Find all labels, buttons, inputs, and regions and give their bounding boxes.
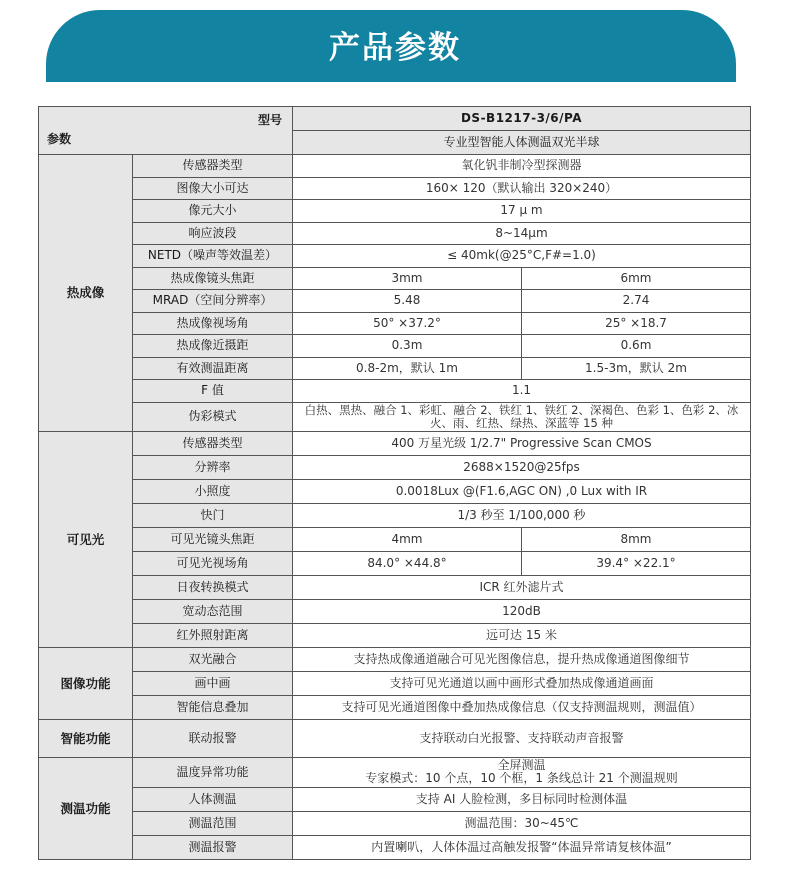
table-row bbox=[39, 787, 751, 811]
table-row bbox=[39, 455, 751, 479]
table-row bbox=[39, 599, 751, 623]
table-row bbox=[39, 222, 751, 245]
table-row bbox=[39, 335, 751, 358]
row-label: 像元大小 bbox=[133, 200, 293, 223]
row-value-right: 1.5-3m，默认 2m bbox=[522, 357, 751, 380]
row-value-left: 0.3m bbox=[293, 335, 522, 358]
row-label: 日夜转换模式 bbox=[133, 575, 293, 599]
row-label: 测温报警 bbox=[133, 835, 293, 859]
row-value-right: 2.74 bbox=[522, 290, 751, 313]
row-label: 双光融合 bbox=[133, 647, 293, 671]
row-value-left: 0.8-2m，默认 1m bbox=[293, 357, 522, 380]
table-row bbox=[39, 835, 751, 859]
row-value: 内置喇叭，人体体温过高触发报警“体温异常请复核体温” bbox=[293, 835, 751, 859]
table-row bbox=[39, 551, 751, 575]
row-value: 400 万星光级 1/2.7" Progressive Scan CMOS bbox=[293, 431, 751, 455]
model-header-label: 型号 bbox=[257, 113, 282, 127]
row-value: ICR 红外滤片式 bbox=[293, 575, 751, 599]
row-label: 可见光镜头焦距 bbox=[133, 527, 293, 551]
table-row bbox=[39, 107, 751, 131]
row-label: 小照度 bbox=[133, 479, 293, 503]
row-value: 支持可见光通道图像中叠加热成像信息（仅支持测温规则，测温值） bbox=[293, 695, 751, 719]
group-thermal: 热成像 bbox=[39, 155, 133, 432]
row-label: 响应波段 bbox=[133, 222, 293, 245]
row-value: 160× 120（默认输出 320×240） bbox=[293, 177, 751, 200]
row-value: 0.0018Lux @(F1.6,AGC ON) ,0 Lux with IR bbox=[293, 479, 751, 503]
table-row bbox=[39, 623, 751, 647]
row-value-line: 专家模式：10 个点，10 个框，1 条线总计 21 个测温规则 bbox=[365, 771, 678, 785]
row-label: 温度异常功能 bbox=[133, 757, 293, 787]
row-value: 8~14μm bbox=[293, 222, 751, 245]
row-value: 支持 AI 人脸检测，多目标同时检测体温 bbox=[293, 787, 751, 811]
row-value-right: 0.6m bbox=[522, 335, 751, 358]
group-image: 图像功能 bbox=[39, 647, 133, 719]
table-row bbox=[39, 177, 751, 200]
row-label: 红外照射距离 bbox=[133, 623, 293, 647]
table-row bbox=[39, 527, 751, 551]
row-value: 17 μ m bbox=[293, 200, 751, 223]
row-value: 远可达 15 米 bbox=[293, 623, 751, 647]
row-value-right: 8mm bbox=[522, 527, 751, 551]
table-row bbox=[39, 431, 751, 455]
row-value: 1/3 秒至 1/100,000 秒 bbox=[293, 503, 751, 527]
table-row bbox=[39, 155, 751, 178]
table-row bbox=[39, 719, 751, 757]
row-value bbox=[293, 757, 751, 787]
table-row bbox=[39, 402, 751, 431]
table-row bbox=[39, 503, 751, 527]
page-title: 产品参数 bbox=[329, 30, 461, 66]
row-label: NETD（噪声等效温差） bbox=[133, 245, 293, 268]
table-row bbox=[39, 245, 751, 268]
row-value: 支持联动白光报警、支持联动声音报警 bbox=[293, 719, 751, 757]
row-value: 支持热成像通道融合可见光图像信息，提升热成像通道图像细节 bbox=[293, 647, 751, 671]
row-label: 传感器类型 bbox=[133, 155, 293, 178]
row-value: 白热、黑热、融合 1、彩虹、融合 2、铁红 1、铁红 2、深褐色、色彩 1、色彩 2、冰火、雨、红热、绿热、深蓝等 15 种 bbox=[293, 402, 751, 431]
table-row bbox=[39, 267, 751, 290]
table-row bbox=[39, 671, 751, 695]
row-label: F 值 bbox=[133, 380, 293, 403]
group-temp: 测温功能 bbox=[39, 757, 133, 859]
table-row bbox=[39, 811, 751, 835]
row-label: 智能信息叠加 bbox=[133, 695, 293, 719]
table-row bbox=[39, 357, 751, 380]
row-label: 联动报警 bbox=[133, 719, 293, 757]
table-row bbox=[39, 312, 751, 335]
row-value-left: 50° ×37.2° bbox=[293, 312, 522, 335]
row-label: 分辨率 bbox=[133, 455, 293, 479]
row-value-line: 全屏测温 bbox=[497, 758, 546, 772]
header-corner-cell bbox=[39, 107, 293, 155]
table-row bbox=[39, 200, 751, 223]
row-label: 热成像近摄距 bbox=[133, 335, 293, 358]
row-label: 人体测温 bbox=[133, 787, 293, 811]
product-subtitle: 专业型智能人体测温双光半球 bbox=[293, 131, 751, 155]
row-value-right: 6mm bbox=[522, 267, 751, 290]
model-number: DS-B1217-3/6/PA bbox=[293, 107, 751, 131]
spec-table bbox=[38, 106, 751, 860]
row-value-left: 4mm bbox=[293, 527, 522, 551]
row-label: 图像大小可达 bbox=[133, 177, 293, 200]
table-row bbox=[39, 757, 751, 787]
row-value: 测温范围：30~45℃ bbox=[293, 811, 751, 835]
group-visible: 可见光 bbox=[39, 431, 133, 647]
table-row bbox=[39, 647, 751, 671]
table-row bbox=[39, 380, 751, 403]
row-value-left: 3mm bbox=[293, 267, 522, 290]
row-label: 测温范围 bbox=[133, 811, 293, 835]
row-value: 120dB bbox=[293, 599, 751, 623]
row-value-left: 84.0° ×44.8° bbox=[293, 551, 522, 575]
row-label: 热成像镜头焦距 bbox=[133, 267, 293, 290]
row-label: MRAD（空间分辨率） bbox=[133, 290, 293, 313]
row-label: 传感器类型 bbox=[133, 431, 293, 455]
table-row bbox=[39, 575, 751, 599]
row-label: 快门 bbox=[133, 503, 293, 527]
row-value-right: 25° ×18.7 bbox=[522, 312, 751, 335]
row-label: 热成像视场角 bbox=[133, 312, 293, 335]
group-smart: 智能功能 bbox=[39, 719, 133, 757]
row-value: ≤ 40mk(@25°C,F#=1.0) bbox=[293, 245, 751, 268]
param-header-label: 参数 bbox=[47, 132, 72, 146]
table-row bbox=[39, 290, 751, 313]
row-label: 伪彩模式 bbox=[133, 402, 293, 431]
table-row bbox=[39, 479, 751, 503]
row-value-right: 39.4° ×22.1° bbox=[522, 551, 751, 575]
row-value: 氧化钒非制冷型探测器 bbox=[293, 155, 751, 178]
row-label: 可见光视场角 bbox=[133, 551, 293, 575]
row-value: 1.1 bbox=[293, 380, 751, 403]
row-label: 宽动态范围 bbox=[133, 599, 293, 623]
row-value: 支持可见光通道以画中画形式叠加热成像通道画面 bbox=[293, 671, 751, 695]
row-value: 2688×1520@25fps bbox=[293, 455, 751, 479]
table-row bbox=[39, 695, 751, 719]
row-label: 有效测温距离 bbox=[133, 357, 293, 380]
row-label: 画中画 bbox=[133, 671, 293, 695]
row-value-left: 5.48 bbox=[293, 290, 522, 313]
